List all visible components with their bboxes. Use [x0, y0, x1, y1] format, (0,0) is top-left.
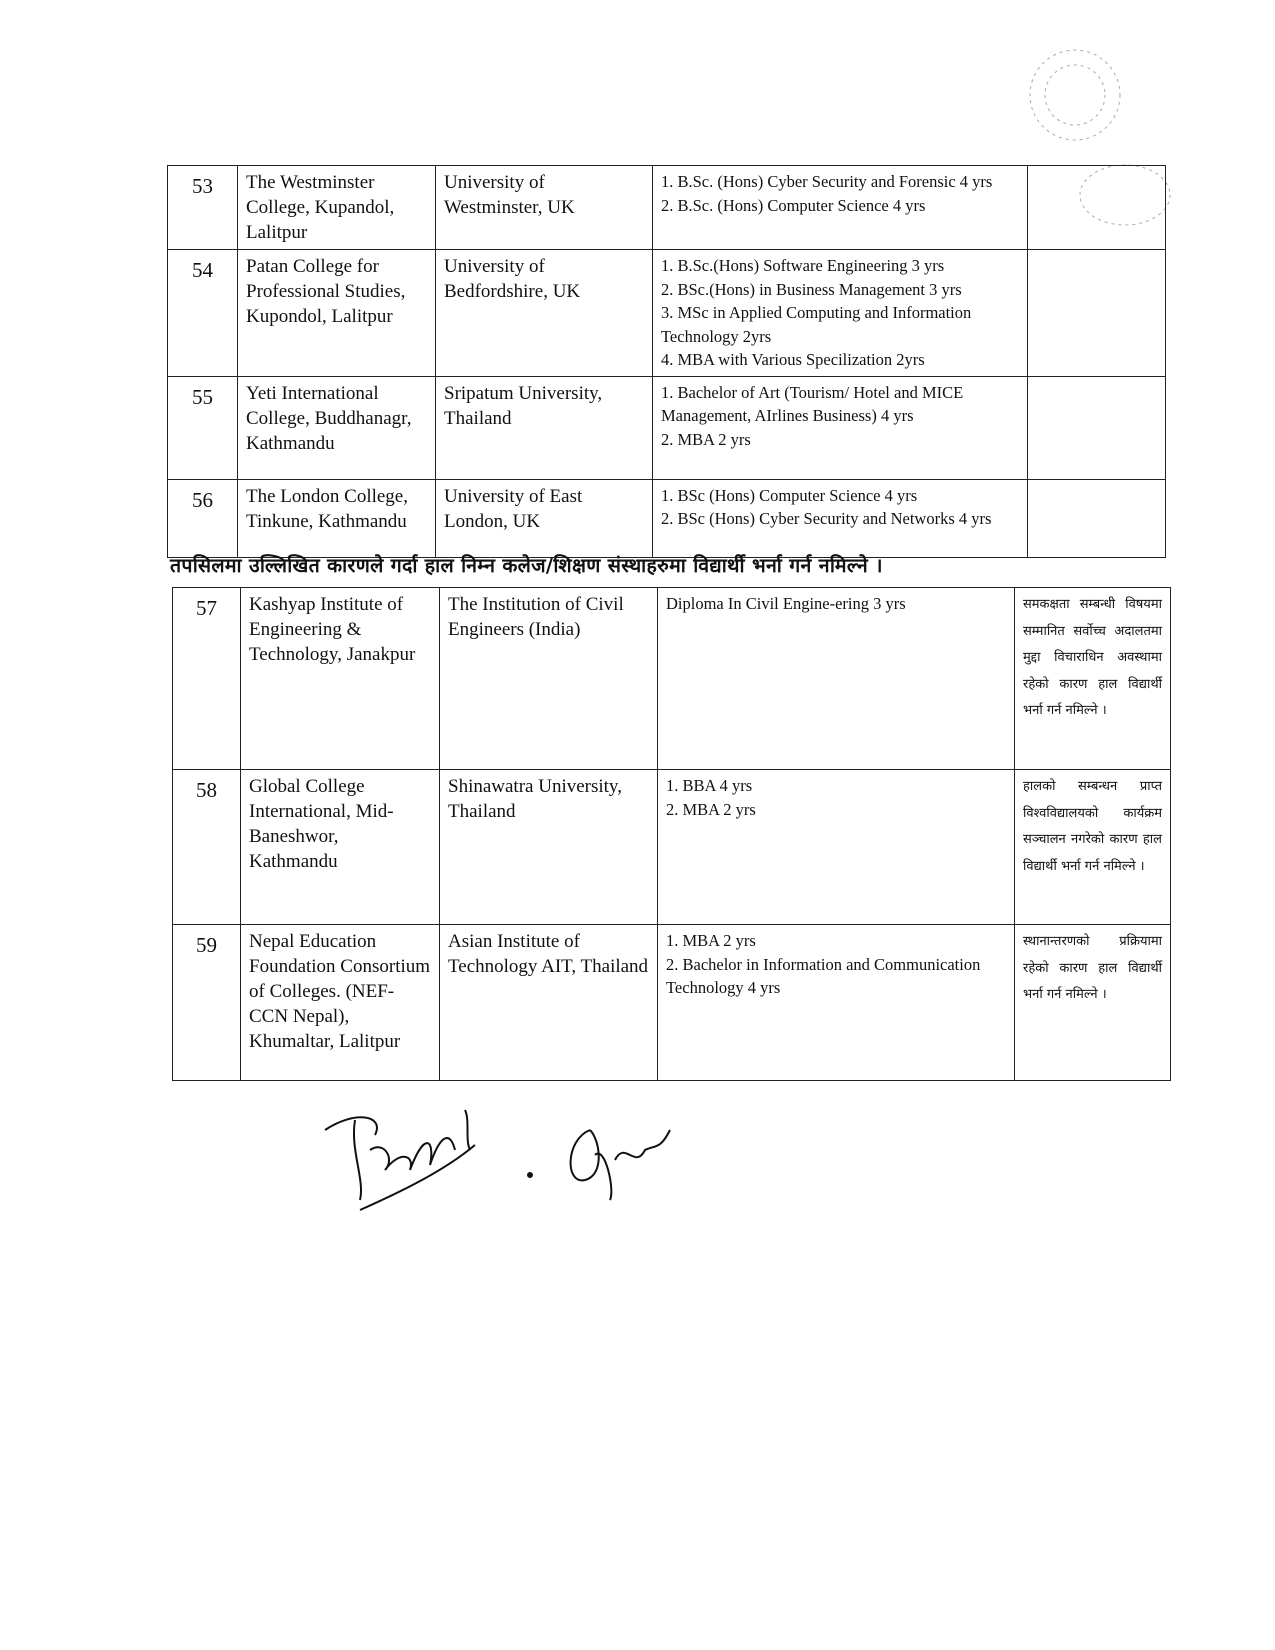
table-row — [173, 588, 1171, 770]
affiliated-university: Asian Institute of Technology AIT, Thailand — [440, 925, 658, 1081]
serial-number: 54 — [168, 250, 238, 377]
remarks — [1028, 479, 1166, 557]
program-item: 2. BSc.(Hons) in Business Management 3 yrs — [661, 279, 962, 299]
affiliated-university: Sripatum University, Thailand — [436, 376, 653, 479]
table-row — [173, 770, 1171, 925]
program-item: 1. BBA 4 yrs — [666, 776, 753, 795]
program-item: 2. BSc (Hons) Cyber Security and Networks 4 yrs — [661, 509, 992, 528]
affiliated-university: The Institution of Civil Engineers (India) — [440, 588, 658, 770]
college-name: Yeti International College, Buddhanagr, Kathmandu — [238, 376, 436, 479]
affiliated-university: Shinawatra University, Thailand — [440, 770, 658, 925]
remarks: हालको सम्बन्धन प्राप्त विश्वविद्यालयको कार्यक्रम सञ्चालन नगरेको कारण हाल विद्यार्थी भर्ना गर्न नमिल्ने । — [1015, 770, 1171, 925]
college-name: Patan College for Professional Studies, Kupondol, Lalitpur — [238, 250, 436, 377]
program-item: Diploma In Civil Engine-ering 3 yrs — [666, 594, 906, 613]
programs-cell — [653, 479, 1028, 557]
programs-cell — [653, 250, 1028, 377]
remarks — [1028, 250, 1166, 377]
program-item: 2. MBA 2 yrs — [661, 429, 751, 449]
college-name: Nepal Education Foundation Consortium of Colleges. (NEF-CCN Nepal), Khumaltar, Lalitpur — [241, 925, 440, 1081]
table-row — [168, 479, 1166, 557]
college-name: Kashyap Institute of Engineering & Technology, Janakpur — [241, 588, 440, 770]
remarks: समकक्षता सम्बन्धी विषयमा सम्मानित सर्वोच्च अदालतमा मुद्दा विचाराधिन अवस्थामा रहेको कारण हाल विद्यार्थी भर्ना गर्न नमिल्ने । — [1015, 588, 1171, 770]
program-item: 2. Bachelor in Information and Communication Technology 4 yrs — [666, 954, 981, 997]
table-row — [168, 250, 1166, 377]
college-name: Global College International, Mid-Baneshwor, Kathmandu — [241, 770, 440, 925]
affiliated-university: University of Westminster, UK — [436, 166, 653, 250]
serial-number: 58 — [173, 770, 241, 925]
program-item: 1. B.Sc. (Hons) Cyber Security and Forensic 4 yrs — [661, 172, 993, 191]
colleges-table-not-permitted — [172, 587, 1171, 1081]
programs-cell — [658, 770, 1015, 925]
programs-cell — [653, 376, 1028, 479]
signatures — [315, 1090, 695, 1220]
program-item: 2. B.Sc. (Hons) Computer Science 4 yrs — [661, 195, 926, 215]
college-name: The London College, Tinkune, Kathmandu — [238, 479, 436, 557]
serial-number: 56 — [168, 479, 238, 557]
table-row — [168, 376, 1166, 479]
affiliated-university: University of Bedfordshire, UK — [436, 250, 653, 377]
program-item: 4. MBA with Various Specilization 2yrs — [661, 350, 925, 369]
serial-number: 59 — [173, 925, 241, 1081]
program-item: 1. BSc (Hons) Computer Science 4 yrs — [661, 485, 918, 505]
colleges-table-permitted — [167, 165, 1166, 558]
table-row — [168, 166, 1166, 250]
serial-number: 55 — [168, 376, 238, 479]
table-row — [173, 925, 1171, 1081]
remarks — [1028, 376, 1166, 479]
program-item: 3. MSc in Applied Computing and Information Technology 2yrs — [661, 303, 972, 346]
program-item: 2. MBA 2 yrs — [666, 799, 756, 819]
programs-cell — [658, 588, 1015, 770]
serial-number: 53 — [168, 166, 238, 250]
program-item: 1. Bachelor of Art (Tourism/ Hotel and MICE Management, AIrlines Business) 4 yrs — [661, 382, 964, 425]
program-item: 1. MBA 2 yrs — [666, 931, 756, 950]
affiliated-university: University of East London, UK — [436, 479, 653, 557]
college-name: The Westminster College, Kupandol, Lalitpur — [238, 166, 436, 250]
remarks: स्थानान्तरणको प्रक्रियामा रहेको कारण हाल विद्यार्थी भर्ना गर्न नमिल्ने । — [1015, 925, 1171, 1081]
remarks — [1028, 166, 1166, 250]
programs-cell — [658, 925, 1015, 1081]
section-heading: तपसिलमा उल्लिखित कारणले गर्दा हाल निम्न कलेज/शिक्षण संस्थाहरुमा विद्यार्थी भर्ना गर्न नमिल्ने । — [170, 554, 883, 577]
serial-number: 57 — [173, 588, 241, 770]
program-item: 1. B.Sc.(Hons) Software Engineering 3 yrs — [661, 256, 945, 275]
programs-cell — [653, 166, 1028, 250]
